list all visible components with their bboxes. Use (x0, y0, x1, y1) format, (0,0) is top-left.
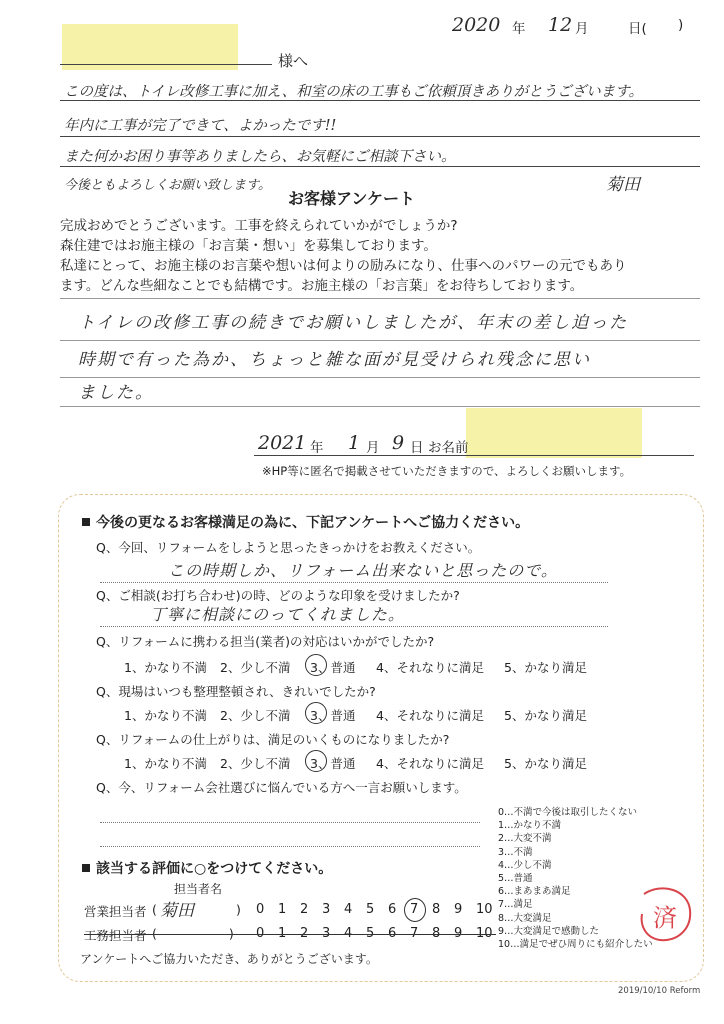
works-label: 工務担当者 (84, 928, 147, 943)
question-4: Q、現場はいつも整理整頓され、きれいでしたか? (96, 684, 376, 699)
answer-rule (60, 406, 700, 407)
rating-number: 5 (366, 926, 375, 941)
square-bullet-icon (82, 864, 90, 872)
survey-intro-line: ます。どんな些細なことでも結構です。お施主様の「お言葉」をお待ちしております。 (60, 278, 584, 294)
reply-month-kanji: 月 (366, 440, 380, 456)
survey-answer-line: 時期で有った為か、ちょっと雑な面が見受けられ残念に思い (78, 350, 591, 370)
rating-number: 0 (256, 902, 265, 917)
rating-number: 10 (476, 926, 493, 941)
reply-day: 9 (392, 432, 405, 454)
legend-item: 1…かなり不満 (498, 820, 562, 832)
questionnaire-heading (82, 512, 529, 532)
survey-answer-line: ました。 (78, 383, 154, 403)
survey-intro-line: 私達にとって、お施主様のお言葉や想いは何よりの励みになり、仕事へのパワーの元でもあり (60, 258, 627, 274)
works-parens: ( ) (152, 926, 234, 941)
scale-option: 1、かなり不満 (124, 708, 207, 723)
answer-2-rule (100, 626, 608, 627)
message-line: 年内に工事が完了できて、よかったです!! (64, 118, 337, 134)
question-1: Q、今回、リフォームをしようと思ったきっかけをお教えください。 (96, 540, 481, 555)
legend-item: 2…大変不満 (498, 833, 552, 845)
signature: 菊田 (606, 175, 640, 195)
reply-day-kanji: 日 (410, 440, 424, 456)
tantou-label: 担当者名 (174, 882, 223, 896)
scale-option: 5、かなり満足 (504, 756, 587, 771)
answer-1: この時期しか、リフォーム出来ないと思ったので。 (168, 561, 558, 580)
question-2: Q、ご相談(お打ち合わせ)の時、どのような印象を受けましたか? (96, 588, 460, 603)
answer-rule (60, 377, 700, 378)
message-rule (60, 166, 700, 167)
legend-item: 6…まあまあ満足 (498, 886, 571, 898)
survey-intro-line: 森住建ではお施主様の「お言葉・想い」を募集しております。 (60, 238, 437, 254)
legend-item: 10…満足でぜひ周りにも紹介したい (498, 939, 653, 951)
survey-answer-line: トイレの改修工事の続きでお願いしましたが、年末の差し迫った (78, 313, 629, 333)
scale-option: 4、それなりに満足 (376, 756, 484, 771)
square-bullet-icon (82, 518, 90, 526)
scale-option: 3、普通 (310, 660, 356, 675)
rating-heading-text: 該当する評価に○をつけてください。 (96, 861, 333, 877)
sales-label: 営業担当者 (84, 904, 147, 919)
rating-number: 8 (432, 926, 441, 941)
scale-option: 2、少し不満 (220, 756, 291, 771)
recipient-underline (60, 64, 272, 65)
answer-rule (60, 340, 700, 341)
sales-name: 菊田 (160, 901, 194, 921)
sales-numbers (256, 902, 498, 917)
scale-3-circle-q4 (305, 702, 327, 724)
message-line: また何かお困り事等ありましたら、お気軽にご相談下さい。 (64, 149, 456, 165)
day-label: 日( (628, 21, 647, 37)
reply-month: 1 (348, 432, 361, 454)
rating-number: 1 (278, 902, 287, 917)
name-label: お名前 (428, 440, 469, 456)
survey-intro-line: 完成おめでとうございます。工事を終えられていかがでしょうか? (60, 218, 458, 234)
scale-option: 2、少し不満 (220, 708, 291, 723)
rating-number: 2 (300, 902, 309, 917)
question-5: Q、リフォームの仕上がりは、満足のいくものになりましたか? (96, 732, 450, 747)
rating-number: 8 (432, 902, 441, 917)
rating-number: 10 (476, 902, 493, 917)
legend-item: 5…普通 (498, 873, 533, 885)
answer-rule (60, 298, 700, 299)
answer-1-rule (100, 582, 608, 583)
stamp-mark: 済 (653, 904, 677, 932)
answer-6-rule (100, 846, 480, 847)
rating-number: 2 (300, 926, 309, 941)
rating-number: 3 (322, 926, 331, 941)
question-6: Q、今、リフォーム会社選びに悩んでいる方へ一言お願いします。 (96, 780, 467, 795)
scale-option: 1、かなり不満 (124, 660, 207, 675)
scale-row-4 (124, 706, 587, 724)
hp-note: ※HP等に匿名で掲載させていただきますので、よろしくお願いします。 (262, 464, 632, 478)
answer-6-rule (100, 822, 480, 823)
scale-option: 1、かなり不満 (124, 756, 207, 771)
legend-item: 8…大変満足 (498, 912, 552, 924)
scale-option: 2、少し不満 (220, 660, 291, 675)
legend-item: 4…少し不満 (498, 859, 552, 871)
reply-year-kanji: 年 (310, 440, 324, 456)
message-line: この度は、トイレ改修工事に加え、和室の床の工事もご依頼頂きありがとうございます。 (64, 84, 643, 100)
rating-number: 3 (322, 902, 331, 917)
rating-heading (82, 858, 332, 878)
scale-row-3 (124, 658, 587, 676)
date-year: 2020 (452, 14, 501, 36)
to-label: 様へ (278, 52, 309, 70)
name-underline (254, 455, 694, 456)
sales-rating-circle (404, 898, 426, 922)
rating-number: 7 (410, 926, 419, 941)
legend-item: 3…不満 (498, 846, 533, 858)
rating-number: 6 (388, 926, 397, 941)
scale-3-circle-q3 (305, 654, 327, 676)
footer-version: 2019/10/10 Reform (618, 986, 701, 996)
rating-number: 4 (344, 902, 353, 917)
scale-3-circle-q5 (305, 750, 327, 772)
rating-number: 9 (454, 902, 463, 917)
rating-number: 6 (388, 902, 397, 917)
rating-number: 0 (256, 926, 265, 941)
scale-option: 4、それなりに満足 (376, 660, 484, 675)
question-3: Q、リフォームに携わる担当(業者)の対応はいかがでしたか? (96, 634, 435, 649)
year-kanji: 年 (512, 21, 526, 37)
rating-number: 5 (366, 902, 375, 917)
month-kanji: 月 (575, 21, 589, 37)
scale-option: 4、それなりに満足 (376, 708, 484, 723)
rating-number: 7 (410, 902, 419, 917)
closing-text: アンケートへご協力いただき、ありがとうございます。 (80, 952, 378, 966)
customer-name-redaction (466, 408, 642, 458)
rating-number: 9 (454, 926, 463, 941)
message-line: 今後ともよろしくお願い致します。 (64, 178, 271, 193)
sales-paren-close: ) (236, 902, 241, 917)
legend-item: 9…大変満足で感動した (498, 925, 600, 937)
legend-item: 0…不満で今後は取引したくない (498, 807, 638, 818)
works-strike-line (84, 934, 496, 935)
answer-2: 丁寧に相談にのってくれました。 (150, 605, 405, 624)
rating-legend (498, 806, 653, 951)
message-rule (60, 136, 700, 137)
day-close: ) (678, 17, 684, 33)
legend-item: 7…満足 (498, 899, 533, 911)
questionnaire-heading-text: 今後の更なるお客様満足の為に、下記アンケートへご協力ください。 (96, 515, 530, 531)
rating-number: 4 (344, 926, 353, 941)
scale-option: 5、かなり満足 (504, 660, 587, 675)
sales-paren-open: ( (152, 902, 157, 917)
reply-year: 2021 (258, 432, 307, 454)
survey-title: お客様アンケート (288, 189, 416, 208)
scale-option: 3、普通 (310, 756, 356, 771)
scale-option: 3、普通 (310, 708, 356, 723)
rating-number: 1 (278, 926, 287, 941)
date-month: 12 (548, 14, 573, 36)
scale-row-5 (124, 754, 587, 772)
red-check-stamp (636, 880, 696, 946)
scale-option: 5、かなり満足 (504, 708, 587, 723)
